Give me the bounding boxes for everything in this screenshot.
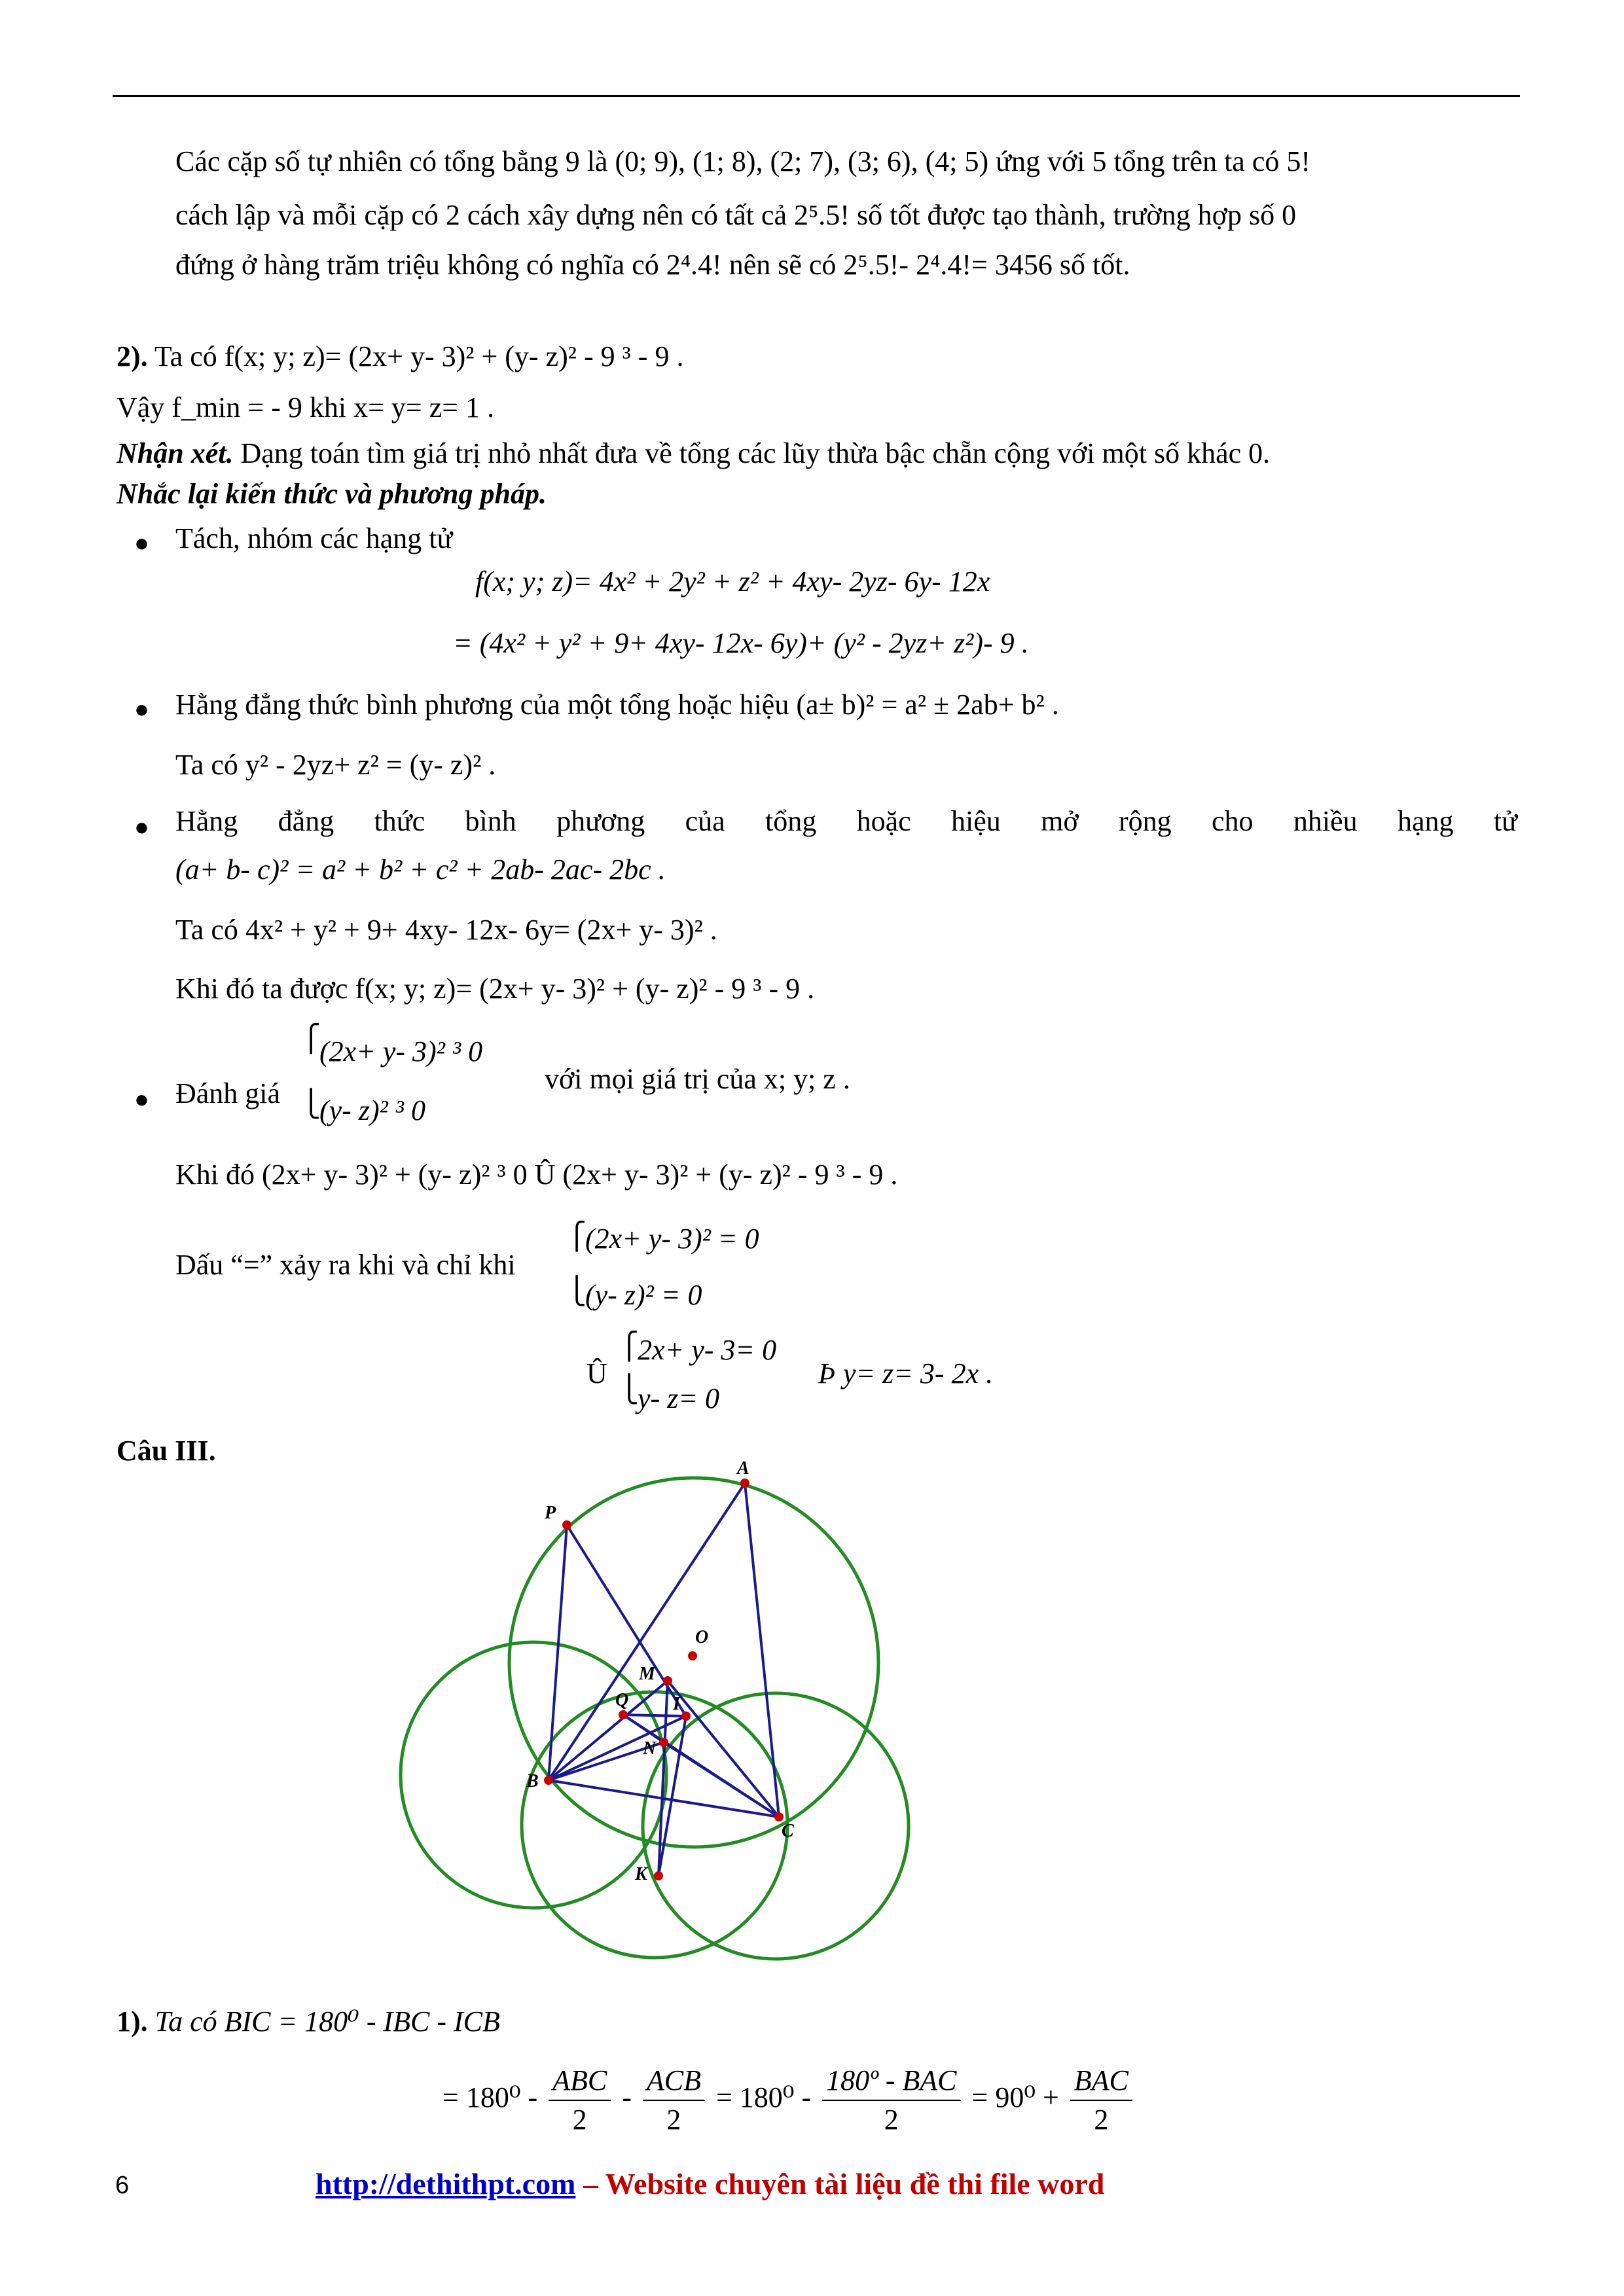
- system-3-row-1: 2x+ y- 3= 0: [638, 1334, 777, 1366]
- paragraph-line-3: đứng ở hàng trăm triệu không có nghĩa có 2⁴.4! nên sẽ có 2⁵.5!- 2⁴.4!= 3456 số tốt.: [175, 249, 1130, 281]
- fraction-bac: $\frac{\text{BAC}}{2}$: [1070, 2062, 1132, 2139]
- footer-text: – Website chuyên tài liệu đề thi file word: [575, 2167, 1105, 2200]
- point-a: [740, 1479, 749, 1488]
- nhan-xet-text: Dạng toán tìm giá trị nhỏ nhất đưa về tổng các lũy thừa bậc chẵn cộng với một số khác 0.: [240, 437, 1271, 469]
- bullet-3: ●: [134, 814, 149, 841]
- equivalence-symbol: Û: [586, 1357, 607, 1390]
- fraction-abc: $\frac{\text{ABC}}{2}$: [549, 2062, 611, 2139]
- fraction-180-bac: $\frac{\text{180º - BAC}}{2}$: [822, 2062, 960, 2139]
- angle-equation: [442, 2062, 1136, 2139]
- equation-2: = (4x² + y² + 9+ 4xy- 12x- 6y)+ (y² - 2yz+ z²)- 9 .: [453, 627, 1029, 659]
- nhac-lai-heading: Nhắc lại kiến thức và phương pháp.: [117, 478, 547, 510]
- bullet-2: ●: [134, 696, 149, 723]
- system-brace-2: ⎧: [567, 1221, 586, 1251]
- bullet-2-text: Hằng đẳng thức bình phương của một tổng hoặc hiệu (a± b)² = a² ± 2ab+ b² .: [175, 689, 1059, 721]
- page-number: 6: [115, 2172, 130, 2199]
- section-1-text: Ta có BIC = 180⁰ - IBC - ICB: [154, 2005, 500, 2037]
- segment-nc: [664, 1742, 779, 1817]
- system-brace-2b: ⎩: [567, 1276, 586, 1306]
- bullet-1: ●: [134, 529, 149, 557]
- paragraph-line-1: Các cặp số tự nhiên có tổng bằng 9 là (0; 9), (1; 8), (2; 7), (3; 6), (4; 5) ứng với 5 tổng trên ta có 5!: [175, 145, 1311, 177]
- system-brace-1b: ⎩: [301, 1089, 321, 1119]
- system-3-row-2: y- z= 0: [638, 1382, 719, 1414]
- cau-3-heading: Câu III.: [117, 1435, 216, 1467]
- point-q: [619, 1710, 628, 1719]
- nhan-xet-label: Nhận xét.: [117, 437, 234, 469]
- footer-link[interactable]: http://dethithpt.com: [316, 2167, 576, 2200]
- label-c: C: [782, 1821, 794, 1841]
- label-m: M: [639, 1664, 655, 1684]
- label-n: N: [643, 1738, 657, 1759]
- system-brace-3b: ⎩: [619, 1374, 639, 1404]
- dau-label: Dấu “=” xảy ra khi và chỉ khi: [175, 1249, 516, 1281]
- bullet-3-text: Hằng đẳng thức bình phương của tổng hoặc hiệu mở rộng cho nhiều hạng tử: [175, 805, 1517, 837]
- system-3-tail: Þ y= z= 3- 2x .: [818, 1357, 994, 1390]
- footer: [316, 2166, 1104, 2201]
- circle-circumscribed: [509, 1478, 878, 1847]
- segment-ac: [745, 1483, 779, 1817]
- label-o: O: [695, 1627, 709, 1647]
- eq-part-b: = 180⁰ -: [715, 2081, 812, 2114]
- equation-1: f(x; y; z)= 4x² + 2y² + z² + 4xy- 2yz- 6y- 12x: [475, 565, 990, 598]
- point-k: [654, 1871, 663, 1880]
- bullet-4-tail: với mọi giá trị của x; y; z .: [545, 1063, 850, 1095]
- point-i: [681, 1712, 691, 1721]
- label-q: Q: [615, 1690, 629, 1710]
- bullet-4: ●: [134, 1086, 149, 1113]
- system-brace-1: ⎧: [301, 1024, 321, 1053]
- point-m: [663, 1676, 672, 1685]
- point-c: [774, 1812, 784, 1821]
- bullet-4-sub: Khi đó (2x+ y- 3)² + (y- z)² ³ 0 Û (2x+ y- 3)² + (y- z)² - 9 ³ - 9 .: [175, 1158, 898, 1191]
- bullet-3-sub-2: Khi đó ta được f(x; y; z)= (2x+ y- 3)² + (y- z)² - 9 ³ - 9 .: [175, 973, 815, 1005]
- label-k: K: [635, 1864, 647, 1884]
- section-2-label: 2).: [117, 340, 148, 372]
- point-p: [562, 1520, 571, 1530]
- fraction-acb: $\frac{\text{ACB}}{2}$: [643, 2062, 705, 2139]
- point-o: [688, 1651, 697, 1660]
- vay-line: Vậy f_min = - 9 khi x= y= z= 1 .: [117, 391, 495, 423]
- system-1-row-1: (2x+ y- 3)² ³ 0: [319, 1035, 483, 1067]
- system-1-row-2: (y- z)² ³ 0: [319, 1094, 425, 1126]
- system-2-row-1: (2x+ y- 3)² = 0: [585, 1223, 759, 1255]
- point-n: [659, 1738, 668, 1747]
- point-b: [544, 1776, 553, 1785]
- section-2-text: Ta có f(x; y; z)= (2x+ y- 3)² + (y- z)² - 9 ³ - 9 .: [154, 340, 684, 372]
- label-i: I: [673, 1694, 680, 1714]
- label-a: A: [737, 1458, 749, 1479]
- segment-qi: [623, 1715, 686, 1716]
- section-1-line: [117, 2004, 500, 2039]
- eq-part-a: = 180⁰ -: [442, 2081, 538, 2114]
- eq-minus: -: [622, 2081, 632, 2114]
- section-1-label: 1).: [117, 2005, 148, 2037]
- system-2-row-2: (y- z)² = 0: [585, 1279, 702, 1311]
- bullet-3-identity: (a+ b- c)² = a² + b² + c² + 2ab- 2ac- 2bc .: [175, 853, 666, 886]
- paragraph-line-2: cách lập và mỗi cặp có 2 cách xây dựng nên có tất cả 2⁵.5! số tốt được tạo thành, trường hợp số 0: [175, 199, 1297, 231]
- bullet-4-label: Đánh giá: [175, 1077, 281, 1109]
- bullet-3-sub-1: Ta có 4x² + y² + 9+ 4xy- 12x- 6y= (2x+ y- 3)² .: [175, 914, 717, 946]
- bullet-2-sub: Ta có y² - 2yz+ z² = (y- z)² .: [175, 749, 496, 781]
- eq-part-c: = 90⁰ +: [971, 2081, 1059, 2114]
- segment-pb: [549, 1525, 567, 1780]
- label-b: B: [526, 1771, 539, 1791]
- segment-bm: [549, 1681, 668, 1780]
- bullet-1-text: Tách, nhóm các hạng tử: [175, 522, 453, 554]
- system-brace-3: ⎧: [619, 1331, 639, 1361]
- label-p: P: [545, 1503, 556, 1523]
